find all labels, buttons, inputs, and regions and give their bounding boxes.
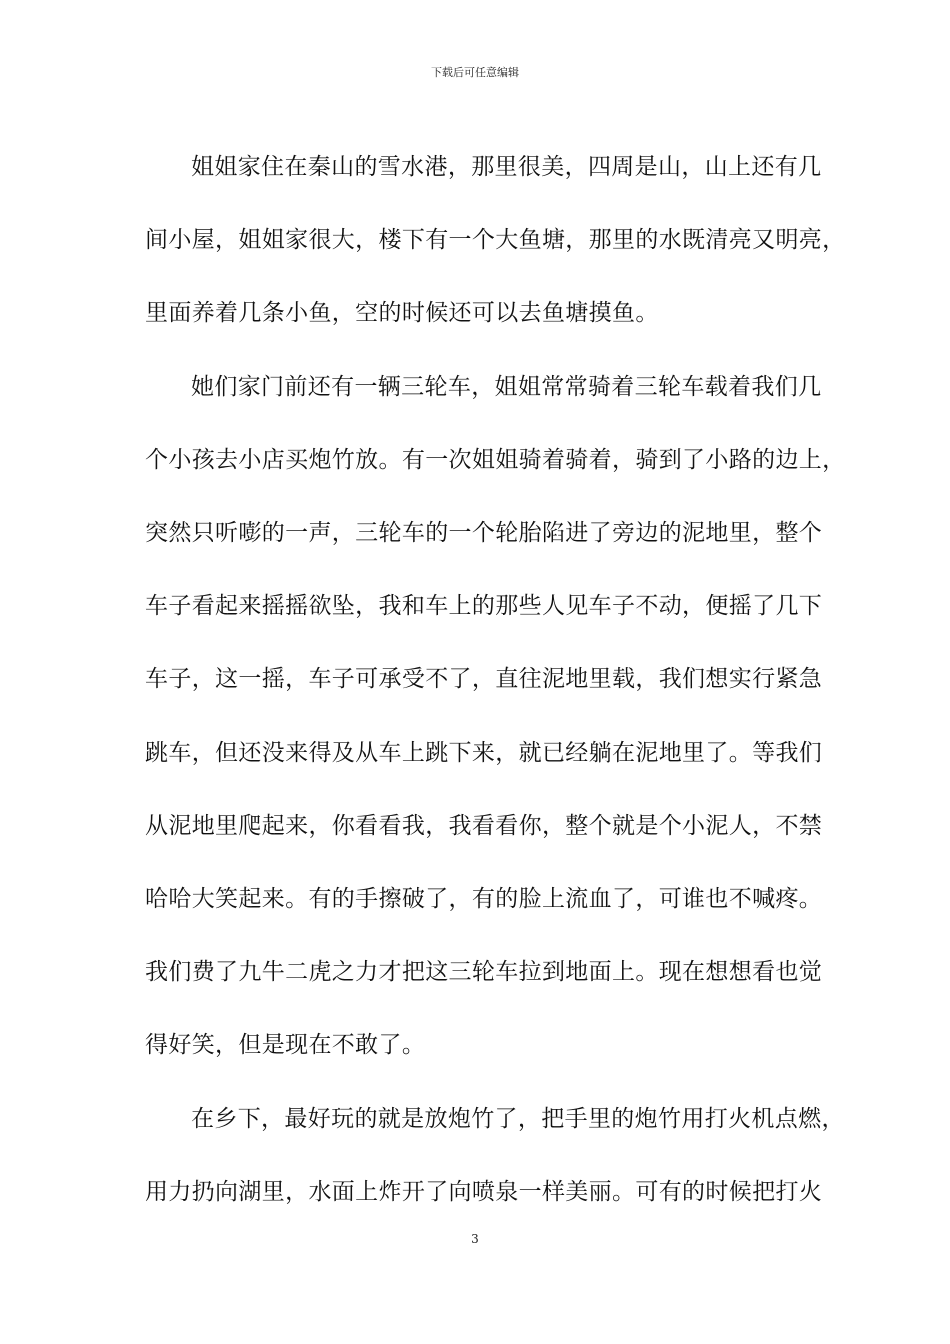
paragraph xyxy=(145,351,846,1083)
text-line: 跳车，但还没来得及从车上跳下来，就已经躺在泥地里了。等我们 xyxy=(145,739,823,766)
text-line: 个小孩去小店买炮竹放。有一次姐姐骑着骑着，骑到了小路的边上， xyxy=(145,446,846,473)
text-line: 用力扔向湖里，水面上炸开了向喷泉一样美丽。可有的时候把打火 xyxy=(145,1178,823,1205)
text-line: 得好笑，但是现在不敢了。 xyxy=(145,1032,426,1059)
text-line: 在乡下，最好玩的就是放炮竹了，把手里的炮竹用打火机点燃， xyxy=(191,1105,845,1132)
page-number: 3 xyxy=(471,1232,479,1246)
page-header: 下载后可任意编辑 xyxy=(431,66,519,79)
text-line: 间小屋，姐姐家很大，楼下有一个大鱼塘，那里的水既清亮又明亮， xyxy=(145,227,846,254)
text-line: 哈哈大笑起来。有的手擦破了，有的脸上流血了，可谁也不喊疼。 xyxy=(145,886,823,913)
paragraph xyxy=(145,1083,845,1229)
text-line: 突然只听嘭的一声，三轮车的一个轮胎陷进了旁边的泥地里，整个 xyxy=(145,520,823,547)
text-line: 从泥地里爬起来，你看看我，我看看你，整个就是个小泥人，不禁 xyxy=(145,812,823,839)
document-body xyxy=(145,131,846,1229)
paragraph xyxy=(145,131,846,351)
text-line: 车子，这一摇，车子可承受不了，直往泥地里载，我们想实行紧急 xyxy=(145,666,823,693)
text-line: 里面养着几条小鱼，空的时候还可以去鱼塘摸鱼。 xyxy=(145,300,659,327)
text-line: 我们费了九牛二虎之力才把这三轮车拉到地面上。现在想想看也觉 xyxy=(145,959,823,986)
text-line: 车子看起来摇摇欲坠，我和车上的那些人见车子不动，便摇了几下 xyxy=(145,593,823,620)
text-line: 姐姐家住在秦山的雪水港，那里很美，四周是山，山上还有几 xyxy=(191,154,822,180)
text-line: 她们家门前还有一辆三轮车，姐姐常常骑着三轮车载着我们几 xyxy=(191,373,822,400)
